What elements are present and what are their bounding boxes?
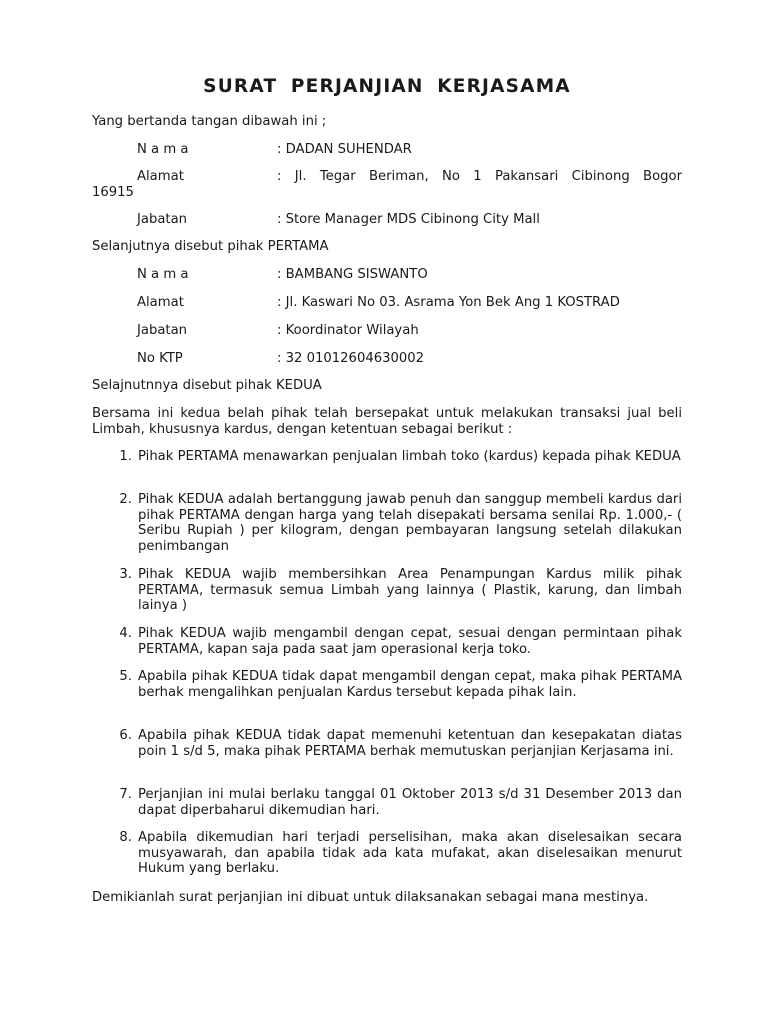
party1-designation: Selanjutnya disebut pihak PERTAMA	[92, 239, 329, 254]
party2-designation: Selajnutnnya disebut pihak KEDUA	[92, 378, 322, 393]
party1-alamat-value: : Jl. Tegar Beriman, No 1 Pakansari Cibinong Bogor	[277, 169, 682, 184]
party1-alamat-postcode: 16915	[92, 185, 134, 200]
closing-text: Demikianlah surat perjanjian ini dibuat untuk dilaksanakan sebagai mana mestinya.	[92, 890, 649, 905]
party2-alamat-value: : Jl. Kaswari No 03. Asrama Yon Bek Ang 1 KOSTRAD	[277, 295, 620, 310]
party1-jabatan-label: Jabatan	[137, 212, 188, 227]
party1-alamat-label: Alamat	[137, 169, 184, 184]
party2-jabatan-label: Jabatan	[137, 323, 188, 338]
party2-jabatan-value: : Koordinator Wilayah	[277, 323, 419, 338]
party1-nama-value: : DADAN SUHENDAR	[277, 142, 412, 157]
party2-alamat-label: Alamat	[137, 295, 184, 310]
agreement-intro: Bersama ini kedua belah pihak telah bersepakat untuk melakukan transaksi jual beli Limbah, khususnya kardus, dengan ketentuan sebagai berikut :	[92, 406, 682, 437]
document-title: SURAT PERJANJIAN KERJASAMA	[203, 76, 571, 97]
party1-jabatan-value: : Store Manager MDS Cibinong City Mall	[277, 212, 540, 227]
party2-ktp-label: No KTP	[137, 351, 183, 366]
intro-text: Yang bertanda tangan dibawah ini ;	[92, 114, 327, 129]
party2-nama-value: : BAMBANG SISWANTO	[277, 267, 428, 282]
party1-nama-label: N a m a	[137, 142, 189, 157]
party2-nama-label: N a m a	[137, 267, 189, 282]
party2-ktp-value: : 32 01012604630002	[277, 351, 425, 366]
